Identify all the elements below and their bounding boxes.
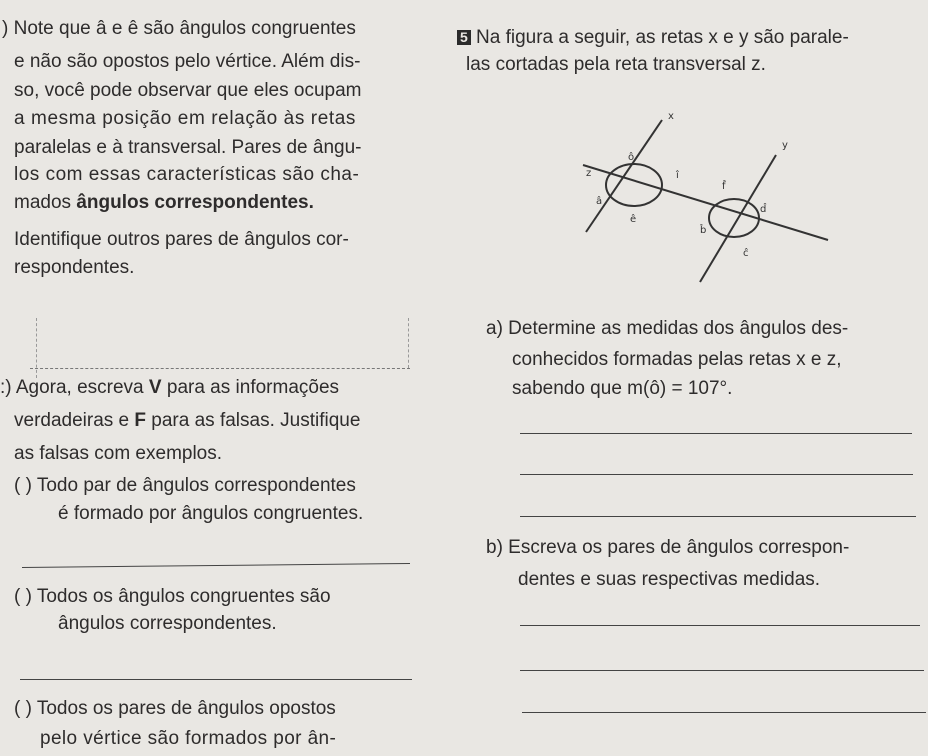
- item-c-text-1: :) Agora, escreva: [0, 377, 144, 398]
- line-y: [700, 155, 776, 282]
- intro-line-7: [14, 192, 314, 214]
- angle-f: f̂: [722, 181, 726, 192]
- item-a-line-1: a) Determine as medidas dos ângulos des-: [486, 318, 849, 339]
- letter-v: V: [148, 377, 162, 398]
- answer-line-a-2[interactable]: [520, 474, 913, 475]
- angle-a: â: [596, 196, 603, 207]
- angle-d: d̂: [760, 204, 767, 215]
- item-c-line-2: [14, 410, 360, 432]
- answer-line-b-1[interactable]: [520, 625, 920, 626]
- answer-line-a-1[interactable]: [520, 433, 912, 434]
- label-x: x: [668, 111, 674, 122]
- intro-line-9: respondentes.: [14, 257, 135, 278]
- item-c-text-2: para as informações: [166, 377, 340, 398]
- intro-line-7-text: mados: [14, 192, 72, 213]
- statement-2-line-1: ( ) Todos os ângulos congruentes são: [14, 586, 331, 607]
- answer-line-statement-1[interactable]: [22, 563, 410, 568]
- statement-1-line-1: ( ) Todo par de ângulos correspondentes: [14, 475, 356, 496]
- exercise-number-badge: 5: [457, 30, 471, 45]
- label-z: z: [586, 168, 592, 179]
- answer-line-b-2[interactable]: [520, 670, 924, 671]
- answer-box-left-edge: [36, 318, 37, 378]
- statement-3-line-1: ( ) Todos os pares de ângulos opostos: [14, 698, 336, 719]
- intro-line-5: paralelas e à transversal. Pares de ângu-: [14, 137, 362, 158]
- item-b-line-2: dentes e suas respectivas medidas.: [518, 569, 821, 590]
- header-line-1: Na figura a seguir, as retas x e y são parale-: [476, 27, 849, 48]
- angle-e: ê: [630, 214, 637, 225]
- item-c-text-3: verdadeiras e: [14, 410, 130, 431]
- angle-i: î: [676, 170, 679, 181]
- answer-box-bottom[interactable]: [30, 368, 410, 369]
- answer-box-right-edge: [408, 318, 409, 368]
- statement-2-line-2: ângulos correspondentes.: [58, 613, 277, 634]
- statement-1-line-2: é formado por ângulos congruentes.: [58, 503, 364, 524]
- intro-line-2: e não são opostos pelo vértice. Além dis-: [14, 51, 361, 72]
- answer-line-statement-2[interactable]: [20, 679, 412, 680]
- header-line-2: las cortadas pela reta transversal z.: [466, 54, 766, 75]
- item-c-line-3: as falsas com exemplos.: [14, 443, 223, 464]
- item-a-line-3: sabendo que m(ô) = 107°.: [512, 378, 733, 399]
- answer-line-a-3[interactable]: [520, 516, 916, 517]
- intro-line-3: so, você pode observar que eles ocupam: [14, 80, 362, 101]
- intro-line-1: ) Note que â e ê são ângulos congruentes: [2, 18, 356, 39]
- angle-b: b̂: [700, 225, 707, 236]
- item-b-line-1: b) Escreva os pares de ângulos correspon-: [486, 537, 850, 558]
- intro-line-6: los com essas características são cha-: [14, 164, 360, 185]
- line-x: [586, 120, 662, 232]
- angle-o: ô: [628, 152, 635, 163]
- intro-line-4: a mesma posição em relação às retas: [14, 108, 357, 129]
- item-c-text-4: para as falsas. Justifique: [151, 410, 361, 431]
- label-y: y: [782, 140, 788, 151]
- intro-line-8: Identifique outros pares de ângulos cor-: [14, 229, 349, 250]
- term-correspondentes: ângulos correspondentes.: [76, 192, 314, 213]
- angle-c: ĉ: [743, 248, 749, 259]
- angle-circle-x: [606, 164, 662, 206]
- item-a-line-2: conhecidos formadas pelas retas x e z,: [512, 349, 842, 370]
- angle-circle-y: [709, 199, 759, 237]
- parallel-lines-figure: [570, 100, 830, 295]
- item-c-line-1: [0, 377, 339, 399]
- answer-line-b-3[interactable]: [522, 712, 926, 713]
- statement-3-line-2: pelo vértice são formados por ân-: [40, 728, 337, 749]
- letter-f: F: [134, 410, 147, 431]
